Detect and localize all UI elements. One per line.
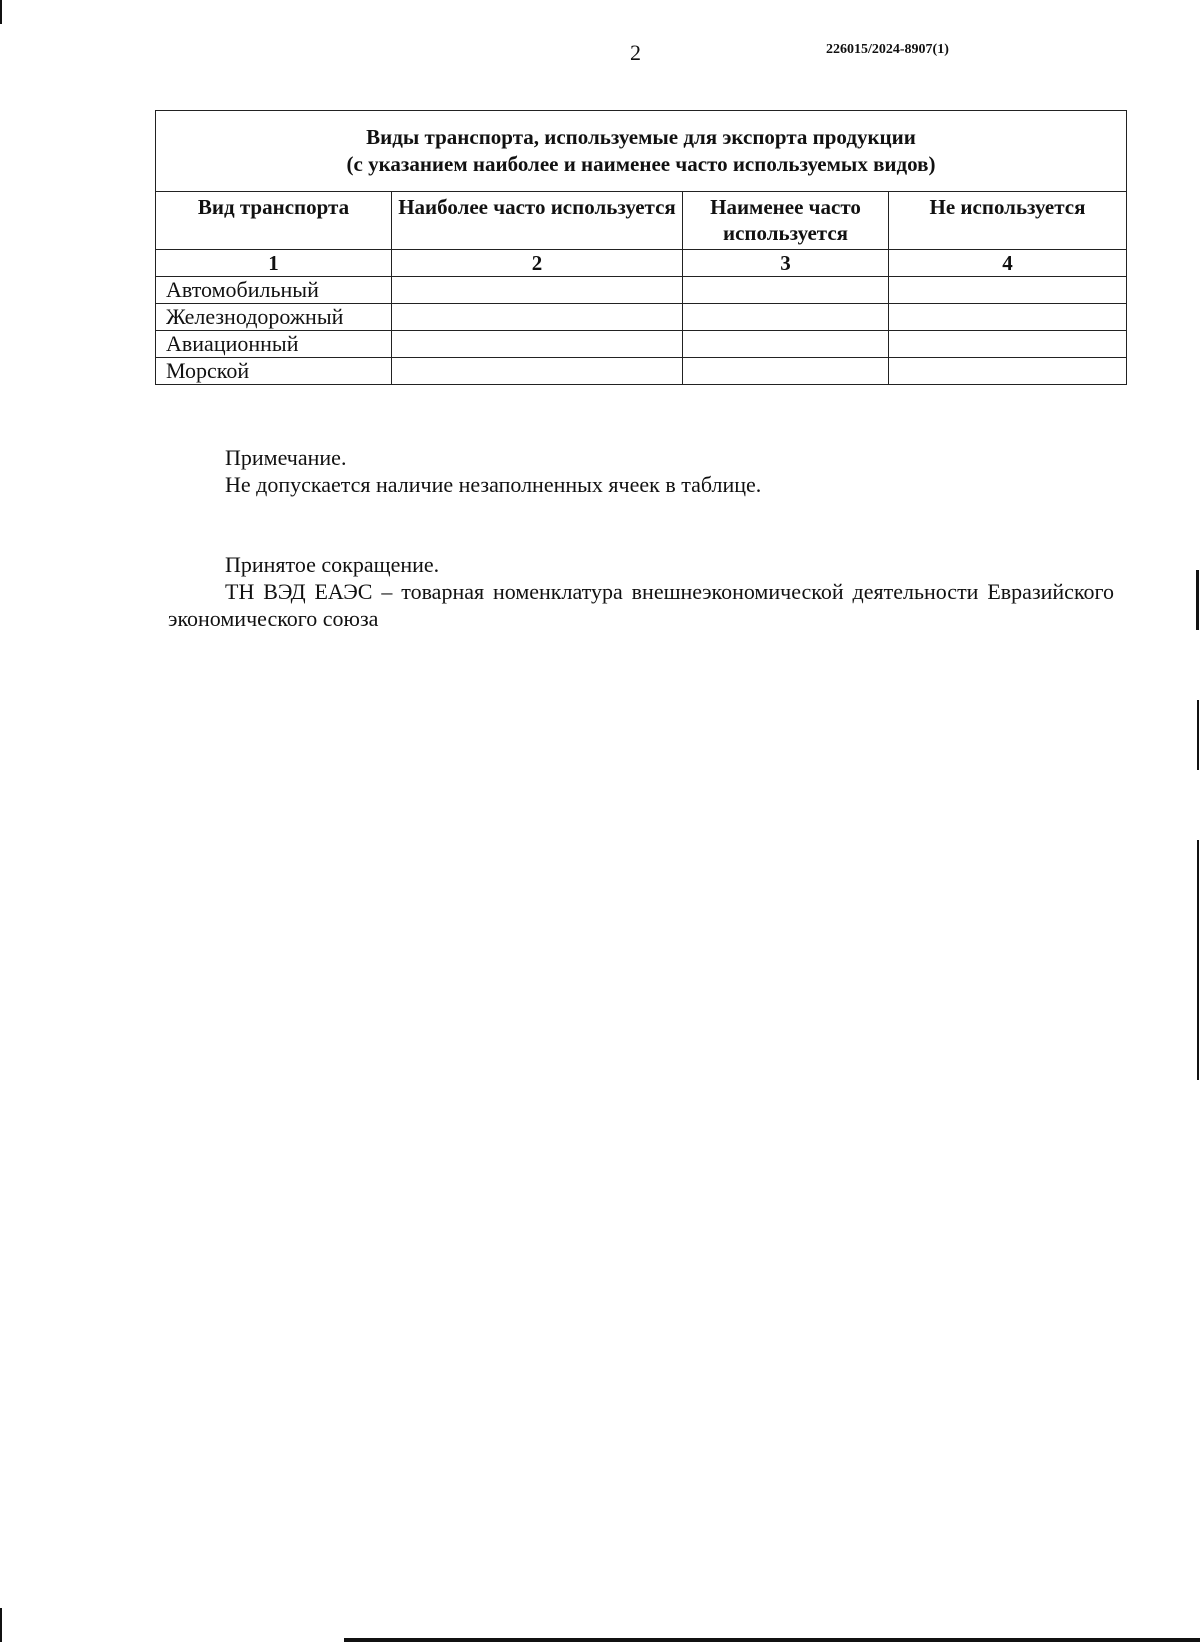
column-header-least-used: Наименее часто используется bbox=[683, 192, 889, 250]
table-title bbox=[156, 111, 1127, 192]
column-number: 2 bbox=[392, 250, 683, 277]
table-cell bbox=[889, 331, 1127, 358]
table-cell bbox=[683, 331, 889, 358]
scan-edge-mark bbox=[0, 0, 2, 24]
scan-edge-mark bbox=[0, 1608, 2, 1642]
scan-edge-mark bbox=[1197, 840, 1199, 1080]
table-row bbox=[156, 358, 1127, 385]
table-cell bbox=[683, 358, 889, 385]
table-cell bbox=[392, 358, 683, 385]
note-text: Не допускается наличие незаполненных ячеек в таблице. bbox=[225, 472, 762, 497]
column-number: 4 bbox=[889, 250, 1127, 277]
column-header-not-used: Не используется bbox=[889, 192, 1127, 250]
row-label-aviation: Авиационный bbox=[156, 331, 392, 358]
table-cell bbox=[683, 304, 889, 331]
row-label-automobile: Автомобильный bbox=[156, 277, 392, 304]
table-row bbox=[156, 331, 1127, 358]
row-label-railway: Железнодорожный bbox=[156, 304, 392, 331]
table-cell bbox=[889, 277, 1127, 304]
scan-edge-mark bbox=[1196, 570, 1199, 630]
table-cell bbox=[392, 277, 683, 304]
abbreviation-section bbox=[168, 551, 1114, 632]
table-row bbox=[156, 277, 1127, 304]
table-title-line-2: (с указанием наиболее и наименее часто используемых видов) bbox=[346, 152, 936, 176]
column-number: 3 bbox=[683, 250, 889, 277]
abbreviation-heading: Принятое сокращение. bbox=[225, 552, 440, 577]
row-label-sea: Морской bbox=[156, 358, 392, 385]
scan-edge-mark bbox=[1197, 700, 1199, 770]
table-cell bbox=[889, 304, 1127, 331]
column-numbers-row bbox=[156, 250, 1127, 277]
note-heading: Примечание. bbox=[225, 445, 347, 470]
table-title-row bbox=[156, 111, 1127, 192]
abbreviation-text: ТН ВЭД ЕАЭС – товарная номенклатура внешнеэкономической деятельности Евразийского экономического союза bbox=[168, 579, 1114, 631]
note-section bbox=[225, 444, 761, 498]
table-cell bbox=[889, 358, 1127, 385]
table-header-row bbox=[156, 192, 1127, 250]
column-header-most-used: Наиболее часто используется bbox=[392, 192, 683, 250]
transport-table bbox=[155, 110, 1127, 385]
column-header-transport-type: Вид транспорта bbox=[156, 192, 392, 250]
scan-edge-mark bbox=[344, 1638, 1200, 1642]
table-cell bbox=[392, 304, 683, 331]
table-cell bbox=[683, 277, 889, 304]
column-number: 1 bbox=[156, 250, 392, 277]
page-number: 2 bbox=[630, 40, 641, 65]
table-cell bbox=[392, 331, 683, 358]
table-title-line-1: Виды транспорта, используемые для экспорта продукции bbox=[366, 125, 916, 149]
document-code: 226015/2024-8907(1) bbox=[826, 42, 949, 57]
table-row bbox=[156, 304, 1127, 331]
